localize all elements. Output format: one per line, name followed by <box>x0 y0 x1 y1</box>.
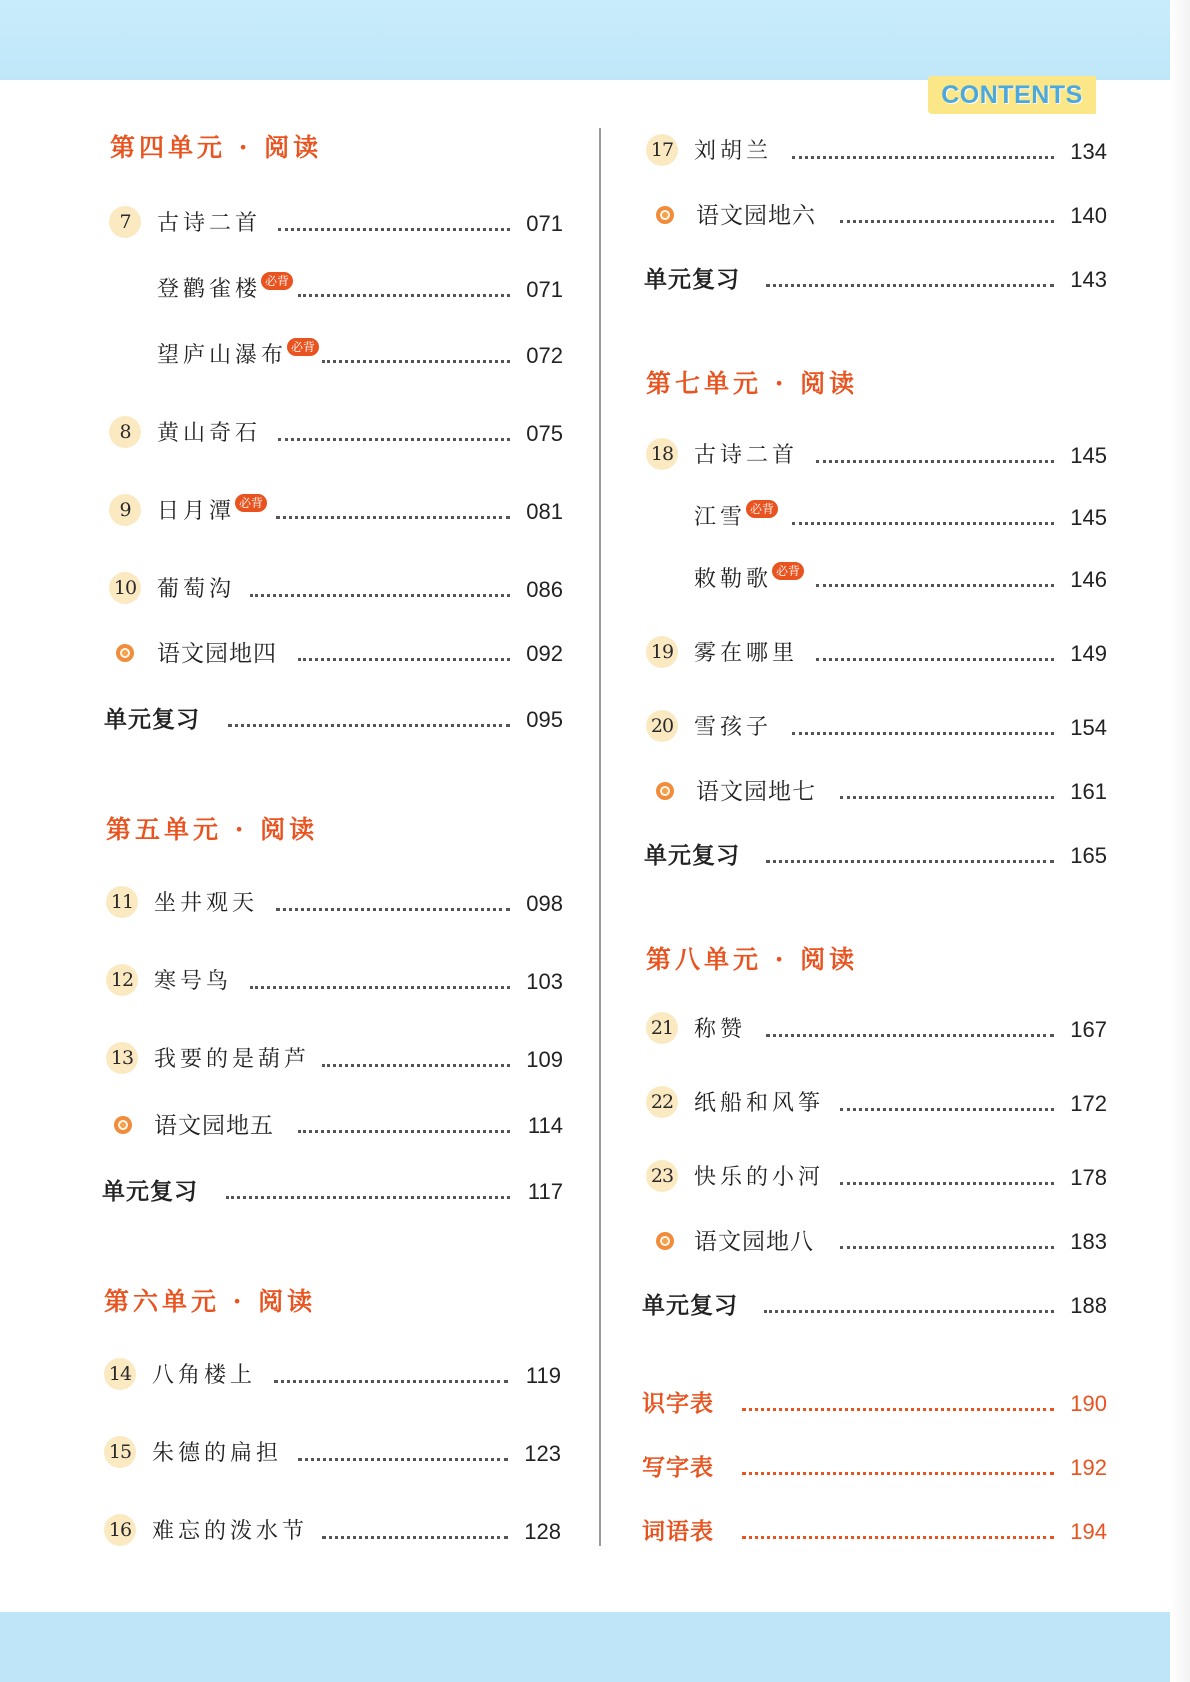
ring-bullet-icon <box>114 1116 132 1134</box>
page-number: 143 <box>1070 267 1107 292</box>
unit-title: 第七单元 · 阅读 <box>646 369 859 398</box>
lesson-number: 7 <box>109 206 141 238</box>
page-number: 071 <box>526 277 563 302</box>
page-number: 119 <box>525 1363 561 1388</box>
lesson-number: 15 <box>104 1436 136 1468</box>
page-number: 092 <box>526 641 563 666</box>
leader-dots <box>278 228 510 231</box>
lesson-number: 17 <box>646 134 678 166</box>
entry-title: 单元复习 <box>644 843 740 869</box>
entry-title: 快乐的小河 <box>694 1165 825 1190</box>
page-number: 128 <box>524 1519 561 1544</box>
page-number: 075 <box>526 421 563 446</box>
entry-title: 朱德的扁担 <box>152 1441 283 1466</box>
page-number: 117 <box>527 1179 563 1204</box>
page-number: 188 <box>1070 1293 1107 1318</box>
appendix-title: 识字表 <box>642 1391 714 1417</box>
page-number: 192 <box>1070 1455 1107 1480</box>
page-number: 123 <box>524 1441 561 1466</box>
entry-title: 黄山奇石 <box>157 421 262 446</box>
must-recite-badge: 必背 <box>261 272 293 290</box>
entry-title: 雾在哪里 <box>694 641 799 666</box>
entry-title: 我要的是葫芦 <box>154 1047 311 1072</box>
leader-dots <box>792 732 1054 735</box>
appendix-title: 写字表 <box>642 1455 714 1481</box>
leader-dots <box>298 294 510 297</box>
page-number: 072 <box>526 343 563 368</box>
leader-dots <box>742 1472 1054 1475</box>
page-number: 190 <box>1070 1391 1107 1416</box>
entry-title: 语文园地五 <box>154 1113 274 1139</box>
page-number: 154 <box>1070 715 1107 740</box>
page-number: 086 <box>526 577 563 602</box>
column-divider <box>599 128 601 1546</box>
unit-title: 第四单元 · 阅读 <box>110 133 323 162</box>
page-number: 178 <box>1070 1165 1107 1190</box>
page-number: 103 <box>526 969 563 994</box>
must-recite-badge: 必背 <box>746 500 778 518</box>
lesson-number: 9 <box>109 494 141 526</box>
leader-dots <box>792 522 1054 525</box>
ring-bullet-icon <box>656 782 674 800</box>
leader-dots <box>766 1034 1054 1037</box>
unit-title: 第六单元 · 阅读 <box>104 1287 317 1316</box>
entry-title: 单元复习 <box>644 267 740 293</box>
leader-dots <box>278 438 510 441</box>
page-edge-strip <box>1170 0 1190 1682</box>
leader-dots <box>840 1246 1054 1249</box>
entry-title: 刘胡兰 <box>694 139 773 164</box>
leader-dots <box>792 156 1054 159</box>
leader-dots <box>816 658 1054 661</box>
leader-dots <box>764 1310 1054 1313</box>
leader-dots <box>226 1196 510 1199</box>
leader-dots <box>766 860 1054 863</box>
page-number: 161 <box>1070 779 1107 804</box>
ring-bullet-icon <box>656 206 674 224</box>
top-decorative-band <box>0 0 1190 80</box>
entry-title: 古诗二首 <box>694 443 799 468</box>
page-number: 098 <box>526 891 563 916</box>
lesson-number: 8 <box>109 416 141 448</box>
lesson-number: 10 <box>109 572 141 604</box>
entry-title: 望庐山瀑布 <box>157 343 288 368</box>
leader-dots <box>228 724 510 727</box>
leader-dots <box>742 1408 1054 1411</box>
page-number: 146 <box>1070 567 1107 592</box>
leader-dots <box>840 796 1054 799</box>
page-number: 149 <box>1070 641 1107 666</box>
page-number: 183 <box>1070 1229 1107 1254</box>
lesson-number: 22 <box>646 1086 678 1118</box>
ring-bullet-icon <box>116 644 134 662</box>
entry-title: 称赞 <box>694 1017 747 1042</box>
page-number: 071 <box>526 211 563 236</box>
entry-title: 雪孩子 <box>694 715 773 740</box>
leader-dots <box>298 1458 508 1461</box>
leader-dots <box>840 220 1054 223</box>
page-number: 081 <box>526 499 563 524</box>
entry-title: 语文园地八 <box>694 1229 814 1255</box>
page-number: 140 <box>1070 203 1107 228</box>
leader-dots <box>840 1108 1054 1111</box>
entry-title: 登鹳雀楼 <box>157 277 262 302</box>
lesson-number: 14 <box>104 1358 136 1390</box>
entry-title: 单元复习 <box>102 1179 198 1205</box>
page-number: 134 <box>1070 139 1107 164</box>
must-recite-badge: 必背 <box>772 562 804 580</box>
page-number: 109 <box>526 1047 563 1072</box>
contents-tab: CONTENTS <box>928 76 1096 114</box>
page-number: 165 <box>1070 843 1107 868</box>
leader-dots <box>840 1182 1054 1185</box>
entry-title: 难忘的泼水节 <box>152 1519 309 1544</box>
lesson-number: 21 <box>646 1012 678 1044</box>
entry-title: 语文园地七 <box>696 779 816 805</box>
entry-title: 日月潭 <box>157 499 236 524</box>
unit-title: 第八单元 · 阅读 <box>646 945 859 974</box>
lesson-number: 16 <box>104 1514 136 1546</box>
lesson-number: 12 <box>106 964 138 996</box>
entry-title: 古诗二首 <box>157 211 262 236</box>
page-number: 172 <box>1070 1091 1107 1116</box>
entry-title: 葡萄沟 <box>157 577 236 602</box>
leader-dots <box>274 1380 508 1383</box>
leader-dots <box>322 1064 510 1067</box>
leader-dots <box>322 1536 508 1539</box>
ring-bullet-icon <box>656 1232 674 1250</box>
leader-dots <box>816 584 1054 587</box>
page-number: 194 <box>1070 1519 1107 1544</box>
entry-title: 纸船和风筝 <box>694 1091 825 1116</box>
entry-title: 语文园地六 <box>696 203 816 229</box>
must-recite-badge: 必背 <box>235 494 267 512</box>
lesson-number: 23 <box>646 1160 678 1192</box>
appendix-title: 词语表 <box>642 1519 714 1545</box>
leader-dots <box>816 460 1054 463</box>
page-number: 145 <box>1070 443 1107 468</box>
leader-dots <box>276 908 510 911</box>
unit-title: 第五单元 · 阅读 <box>106 815 319 844</box>
lesson-number: 18 <box>646 438 678 470</box>
entry-title: 八角楼上 <box>152 1363 257 1388</box>
page-number: 167 <box>1070 1017 1107 1042</box>
lesson-number: 11 <box>106 886 138 918</box>
must-recite-badge: 必背 <box>287 338 319 356</box>
entry-title: 敕勒歌 <box>694 567 773 592</box>
leader-dots <box>766 284 1054 287</box>
page-number: 145 <box>1070 505 1107 530</box>
leader-dots <box>276 516 510 519</box>
lesson-number: 20 <box>646 710 678 742</box>
leader-dots <box>298 1130 510 1133</box>
leader-dots <box>322 360 510 363</box>
leader-dots <box>298 658 510 661</box>
lesson-number: 13 <box>106 1042 138 1074</box>
page-number: 095 <box>526 707 563 732</box>
leader-dots <box>250 594 510 597</box>
leader-dots <box>742 1536 1054 1539</box>
entry-title: 坐井观天 <box>154 891 259 916</box>
lesson-number: 19 <box>646 636 678 668</box>
entry-title: 单元复习 <box>642 1293 738 1319</box>
entry-title: 单元复习 <box>104 707 200 733</box>
entry-title: 寒号鸟 <box>154 969 233 994</box>
page-number: 114 <box>527 1113 563 1138</box>
leader-dots <box>250 986 510 989</box>
entry-title: 语文园地四 <box>157 641 277 667</box>
entry-title: 江雪 <box>694 505 747 530</box>
bottom-decorative-band <box>0 1612 1190 1682</box>
